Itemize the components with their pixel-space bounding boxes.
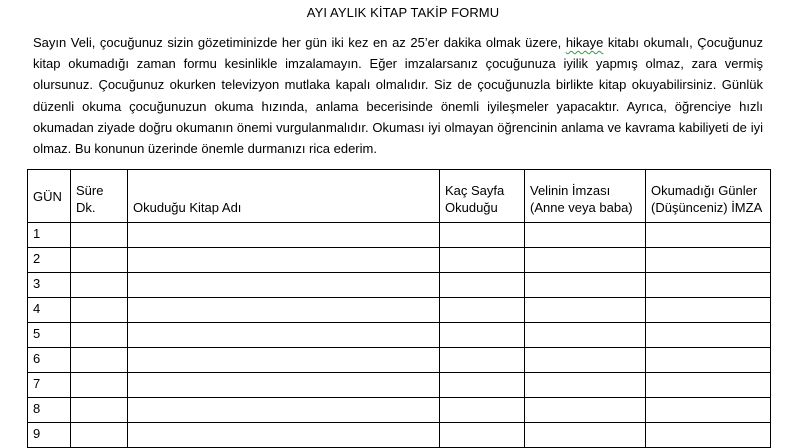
book-title-cell[interactable] bbox=[128, 373, 440, 398]
book-title-cell[interactable] bbox=[128, 248, 440, 273]
header-pages-line1: Kaç Sayfa bbox=[445, 183, 505, 198]
paragraph-text-start: Sayın Veli, çocuğunuz sizin gözetiminizde her gün iki kez en az 25’er dakika olmak üzere, bbox=[33, 35, 566, 50]
duration-cell[interactable] bbox=[71, 223, 128, 248]
book-title-cell[interactable] bbox=[128, 323, 440, 348]
table-row bbox=[28, 423, 771, 448]
table-row bbox=[28, 298, 771, 323]
reading-log-table bbox=[27, 169, 771, 448]
missed-days-cell[interactable] bbox=[646, 323, 771, 348]
duration-cell[interactable] bbox=[71, 298, 128, 323]
day-number-cell: 2 bbox=[28, 248, 71, 273]
missed-days-cell[interactable] bbox=[646, 298, 771, 323]
table-row bbox=[28, 248, 771, 273]
header-missed-days bbox=[646, 170, 771, 223]
book-title-cell[interactable] bbox=[128, 423, 440, 448]
header-pages-line2: Okuduğu bbox=[445, 200, 498, 215]
book-title-cell[interactable] bbox=[128, 298, 440, 323]
duration-cell[interactable] bbox=[71, 348, 128, 373]
duration-cell[interactable] bbox=[71, 373, 128, 398]
missed-days-cell[interactable] bbox=[646, 248, 771, 273]
pages-cell[interactable] bbox=[440, 323, 525, 348]
day-number-cell: 9 bbox=[28, 423, 71, 448]
header-parent-line1: Velinin İmzası bbox=[530, 183, 611, 198]
book-title-cell[interactable] bbox=[128, 398, 440, 423]
pages-cell[interactable] bbox=[440, 398, 525, 423]
pages-cell[interactable] bbox=[440, 373, 525, 398]
missed-days-cell[interactable] bbox=[646, 223, 771, 248]
day-number-cell: 4 bbox=[28, 298, 71, 323]
header-parent-signature bbox=[525, 170, 646, 223]
duration-cell[interactable] bbox=[71, 398, 128, 423]
missed-days-cell[interactable] bbox=[646, 348, 771, 373]
pages-cell[interactable] bbox=[440, 348, 525, 373]
book-title-cell[interactable] bbox=[128, 273, 440, 298]
header-book-title: Okuduğu Kitap Adı bbox=[128, 170, 440, 223]
missed-days-cell[interactable] bbox=[646, 373, 771, 398]
day-number-cell: 3 bbox=[28, 273, 71, 298]
spellcheck-marked-word: hikaye bbox=[565, 35, 604, 50]
table-row bbox=[28, 223, 771, 248]
book-title-cell[interactable] bbox=[128, 223, 440, 248]
table-row bbox=[28, 323, 771, 348]
pages-cell[interactable] bbox=[440, 423, 525, 448]
parent-signature-cell[interactable] bbox=[525, 398, 646, 423]
book-title-cell[interactable] bbox=[128, 348, 440, 373]
instructions-paragraph bbox=[33, 32, 763, 159]
duration-cell[interactable] bbox=[71, 423, 128, 448]
parent-signature-cell[interactable] bbox=[525, 223, 646, 248]
table-row bbox=[28, 348, 771, 373]
header-day: GÜN bbox=[28, 170, 71, 223]
header-duration-line2: Dk. bbox=[76, 200, 96, 215]
day-number-cell: 6 bbox=[28, 348, 71, 373]
pages-cell[interactable] bbox=[440, 298, 525, 323]
missed-days-cell[interactable] bbox=[646, 273, 771, 298]
parent-signature-cell[interactable] bbox=[525, 348, 646, 373]
parent-signature-cell[interactable] bbox=[525, 373, 646, 398]
table-header-row bbox=[28, 170, 771, 223]
paragraph-text-rest: kitabı okumalı, Çocuğunuz kitap okumadığı zaman formu kesinlikle imzalamayın. Eğer imzalarsanız çocuğunuza iyilik yapmış olmaz, zara vermiş olursunuz. Çocuğunuz okurken televizyon mutlaka kapalı olmalıdır. Siz de çocuğunuzla birlikte kitap okuyabilirsiniz. Günlük düzenli okuma çocuğunuzun okuma hızında, anlama becerisinde önemli iyileşmeler yapacaktır. Ayrıca, öğrenciye hızlı okumadan ziyade doğru okumanın önemi vurgulanmalıdır. Okuması iyi olmayan öğrencinin anlama ve kavrama kabiliyeti de iyi olmaz. Bu konunun üzerinde önemle durmanızı rica ederim. bbox=[33, 35, 763, 157]
pages-cell[interactable] bbox=[440, 248, 525, 273]
day-number-cell: 8 bbox=[28, 398, 71, 423]
form-title: AYI AYLIK KİTAP TAKİP FORMU bbox=[306, 5, 500, 20]
day-number-cell: 7 bbox=[28, 373, 71, 398]
day-number-cell: 1 bbox=[28, 223, 71, 248]
day-number-cell: 5 bbox=[28, 323, 71, 348]
duration-cell[interactable] bbox=[71, 273, 128, 298]
header-parent-line2: (Anne veya baba) bbox=[530, 200, 633, 215]
parent-signature-cell[interactable] bbox=[525, 323, 646, 348]
header-missed-line2: (Düşünceniz) İMZA bbox=[651, 200, 763, 215]
missed-days-cell[interactable] bbox=[646, 423, 771, 448]
duration-cell[interactable] bbox=[71, 323, 128, 348]
table-row bbox=[28, 273, 771, 298]
table-row bbox=[28, 373, 771, 398]
header-pages-read bbox=[440, 170, 525, 223]
table-body bbox=[28, 223, 771, 448]
pages-cell[interactable] bbox=[440, 223, 525, 248]
header-missed-line1: Okumadığı Günler bbox=[651, 183, 758, 198]
missed-days-cell[interactable] bbox=[646, 398, 771, 423]
pages-cell[interactable] bbox=[440, 273, 525, 298]
parent-signature-cell[interactable] bbox=[525, 423, 646, 448]
table-row bbox=[28, 398, 771, 423]
parent-signature-cell[interactable] bbox=[525, 273, 646, 298]
duration-cell[interactable] bbox=[71, 248, 128, 273]
header-duration bbox=[71, 170, 128, 223]
parent-signature-cell[interactable] bbox=[525, 248, 646, 273]
parent-signature-cell[interactable] bbox=[525, 298, 646, 323]
header-duration-line1: Süre bbox=[76, 183, 104, 198]
